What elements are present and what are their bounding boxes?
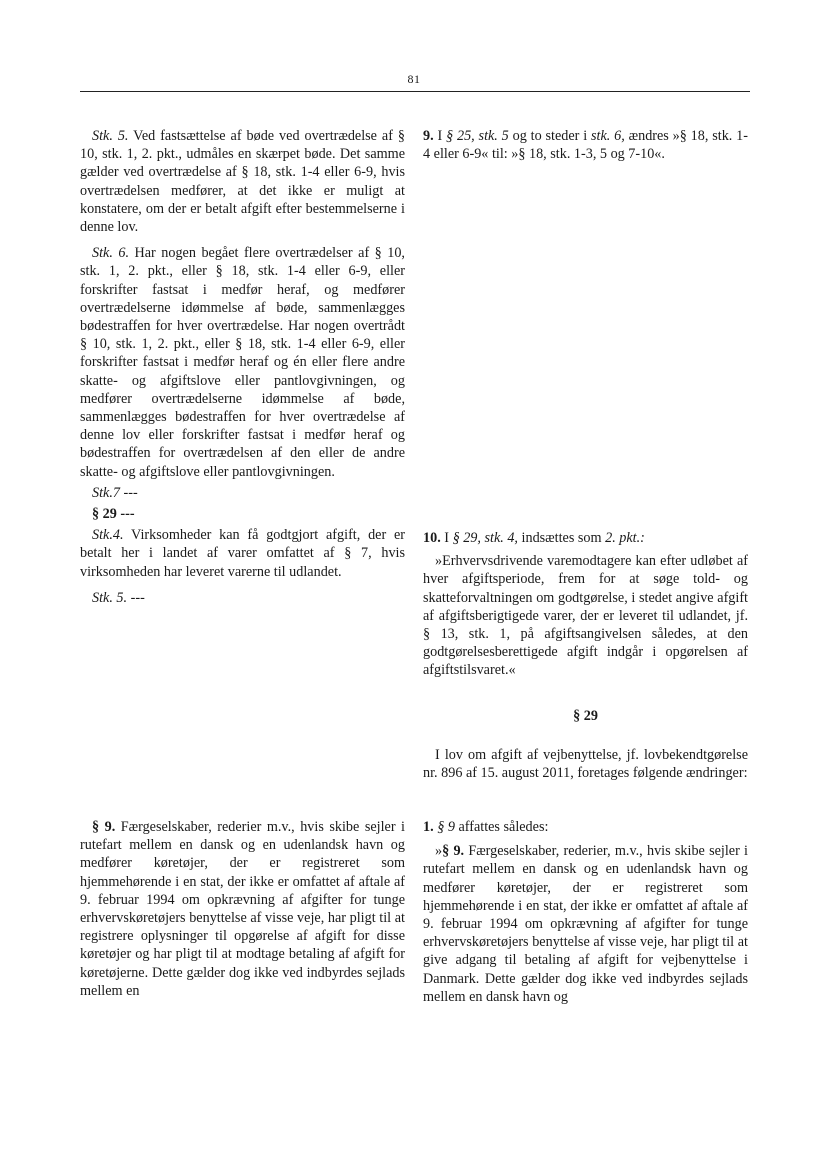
stk6-paragraph [80,244,405,481]
item10-ref: § 29, stk. 4, [452,530,518,546]
intro-paragraph: I lov om afgift af vejbenyttelse, jf. lovbekendtgørelse nr. 896 af 15. august 2011, foretages følgende ændringer: [423,747,748,782]
stk4-text: Virksomheder kan få godtgjort afgift, der er betalt her i landet af varer omfattet af § 7, hvis virksomheden har leveret varerne til udlandet. [80,527,405,580]
item10-mid: indsættes som [517,530,606,546]
item9-paragraph: 9. I § 25, stk. 5 og to steder i stk. 6, ændres »§ 18, stk. 1-4 eller 6-9« til: »§ 18, stk. 1-3, 5 og 7-10«. [423,128,749,163]
item9-rest: ændres »§ 18, stk. 1-4 eller 6-9« til: »§ 18, stk. 1-3, 5 og 7-10«. [423,128,749,163]
stk5-label: Stk. 5. [92,128,129,144]
right-section-heading [423,707,748,725]
section9-new-label: § 9. [442,843,465,860]
stk5-text: Ved fastsættelse af bøde ved overtrædelse af § 10, stk. 1, 2. pkt., udmåles en skærpet bøde. Det samme gælder ved overtrædelse af § 18, stk. 1-4 eller 6-9, hvis overtrædelsen medfører, at det ikke er muligt at konstatere, om der er betalt afgift efter bestemmelserne i denne lov. [80,128,406,236]
item10-number: 10. [423,530,441,546]
item1-rest: affattes således: [454,819,549,835]
stk7-line: Stk.7 --- [92,484,138,501]
item10-quote: »Erhvervsdrivende varemodtagere kan efter udløbet af hver afgiftsperiode, frem for at søge told- og skatteforvaltningen om godtgørelse, i stedet angive afgift af afgiftsberigtigede varer, der er leveret til udlandet, jf. § 13, stk. 1, på afgiftsangivelsen således, at den godtgørelsesberettigede afgift indgår i opgørelsen af afgiftstilsvaret.« [423,553,748,679]
right-item10 [423,529,748,680]
item10-pkt: 2. pkt.: [605,530,645,546]
section9-new-paragraph [423,842,748,1006]
item1-number: 1. [423,819,434,835]
stk6-label: Stk. 6. [92,245,130,262]
stk5-paragraph [80,127,405,236]
section9-old-paragraph [80,818,405,1000]
item10-paragraph: 10. I § 29, stk. 4, indsættes som 2. pkt.: [423,530,645,546]
section-heading: § 29 [573,708,598,724]
section29-line: § 29 --- [92,506,135,523]
stk5b-line: Stk. 5. --- [92,589,145,606]
right-item9 [423,127,748,163]
stk6-text: Har nogen begået flere overtrædelser af § 10, stk. 1, 2. pkt., eller § 18, stk. 1-4 eller 6-9, eller forskrifter fastsat i medfør heraf, og medfører overtrædelserne idømmelse af bøde, sammenlægges bødestraffen for hver overtrædelse. Har nogen overtrådt § 10, stk. 1, 2. pkt., eller § 18, stk. 1-4 eller 6-9, eller forskrifter fastsat i medfør heraf og én eller flere andre skatte- og afgiftslove eller pantlovgivningen, og medfører overtrædelserne idømmelse af bøde, sammenlægges bødestraffen for hver overtrædelse af denne lov eller forskrifter fastsat i medfør heraf og bødestraffen for overtrædelsen af den eller de andre skatte- og afgiftslove eller pantlovgivningen. [80,245,405,480]
item1-ref: § 9 [437,819,455,835]
section9-old-label: § 9. [92,819,116,835]
section9-new-open-quote: » [435,843,443,860]
section9-new-text: Færgeselskaber, rederier, m.v., hvis skibe sejler i rutefart mellem en dansk og en udenlandsk havn og medfører køretøjer, der er registreret som hjemmehørende i en stat, der ikke er omfattet af aftale af 9. februar 1994 om opkrævning af afgifter for tunge erhvervskøretøjers benyttelse af visse veje, har pligt til at give adgang til betaling af afgift for vejbenyttelse i Danmark. Dette gælder dog ikke ved indbyrdes sejlads mellem en dansk havn og [423,843,748,1005]
stk4-paragraph [80,526,405,581]
left-column-top [80,127,405,607]
stk4-label: Stk.4. [92,527,124,544]
header-rule [80,91,750,92]
page-number: 81 [407,72,421,86]
item9-number: 9. [423,128,434,144]
item9-mid: og to steder i [508,128,591,144]
item9-ref2: stk. 6, [591,128,625,144]
section9-old-text: Færgeselskaber, rederier m.v., hvis skibe sejler i rutefart mellem en dansk og en udenlandsk havn og medfører køretøjer, der er registreret som hjemmehørende i en stat, der ikke er omfattet af aftale af 9. februar 1994 om opkrævning af afgifter for tunge erhvervskøretøjers benyttelse af visse veje, har pligt til at registrere oplysninger til opgørelse af afgift for disse køretøjer og har pligt til at modtage betaling af afgift for køretøjerne. Dette gælder dog ikke ved indbyrdes sejlads mellem en [80,819,405,999]
item1-paragraph [423,818,748,836]
right-intro [423,746,748,782]
right-item1 [423,818,748,1006]
left-column-bottom [80,818,405,1000]
item9-ref1: § 25, stk. 5 [446,128,509,144]
